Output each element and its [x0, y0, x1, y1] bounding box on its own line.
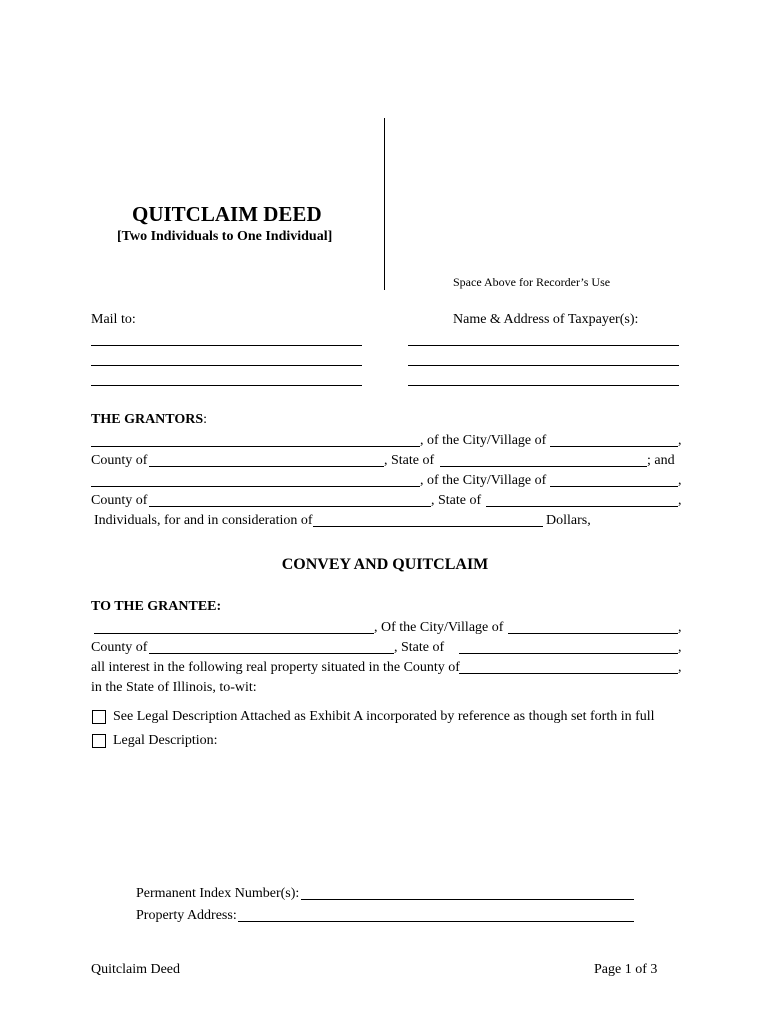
convey-heading: CONVEY AND QUITCLAIM [281, 556, 489, 573]
grantor-1-county-label: County of [91, 453, 148, 468]
grantee-county-field[interactable] [149, 653, 394, 654]
footer-page-number: Page 1 of 3 [594, 962, 658, 977]
grantor-1-comma: , [678, 433, 682, 448]
exhibit-a-label: See Legal Description Attached as Exhibit A incorporated by reference as though set forth in full [113, 709, 655, 724]
grantor-2-state-label: , State of [431, 493, 482, 508]
pin-field[interactable] [301, 899, 634, 900]
document-title: QUITCLAIM DEED [132, 202, 322, 226]
grantor-1-name-field[interactable] [91, 446, 420, 447]
exhibit-a-checkbox[interactable] [92, 710, 106, 724]
taxpayer-line-3[interactable] [408, 385, 679, 386]
grantor-1-county-field[interactable] [149, 466, 384, 467]
grantor-2-city-field[interactable] [550, 486, 678, 487]
interest-text: all interest in the following real property situated in the County of [91, 660, 460, 675]
grantee-state-field[interactable] [459, 653, 678, 654]
grantee-city-label: , Of the City/Village of [374, 620, 504, 635]
dollars-label: Dollars, [546, 513, 591, 528]
grantor-2-comma: , [678, 473, 682, 488]
taxpayer-label: Name & Address of Taxpayer(s): [453, 312, 639, 327]
taxpayer-line-1[interactable] [408, 345, 679, 346]
grantors-heading-wrap [91, 412, 207, 428]
grantee-city-field[interactable] [508, 633, 678, 634]
state-of-illinois-text: in the State of Illinois, to-wit: [91, 680, 257, 695]
grantor-2-state-field[interactable] [486, 506, 678, 507]
property-address-field[interactable] [238, 921, 634, 922]
grantor-1-city-label: , of the City/Village of [420, 433, 547, 448]
grantor-2-county-field[interactable] [149, 506, 431, 507]
grantor-1-state-label: , State of [384, 453, 435, 468]
grantors-colon: : [203, 412, 208, 427]
legal-description-checkbox[interactable] [92, 734, 106, 748]
mail-to-label: Mail to: [91, 312, 136, 327]
grantee-comma-3: , [678, 660, 682, 675]
document-subtitle: [Two Individuals to One Individual] [117, 229, 333, 244]
grantee-county-label: County of [91, 640, 148, 655]
grantee-state-label: , State of [394, 640, 445, 655]
grantee-heading: TO THE GRANTEE: [91, 599, 222, 614]
consideration-label: Individuals, for and in consideration of [94, 513, 313, 528]
consideration-amount-field[interactable] [313, 526, 543, 527]
grantee-name-field[interactable] [94, 633, 374, 634]
grantee-comma-1: , [678, 620, 682, 635]
mail-to-line-3[interactable] [91, 385, 362, 386]
grantor-2-city-label: , of the City/Village of [420, 473, 547, 488]
mail-to-line-2[interactable] [91, 365, 362, 366]
mail-to-line-1[interactable] [91, 345, 362, 346]
legal-description-label: Legal Description: [113, 733, 218, 748]
grantors-heading: THE GRANTORS [91, 412, 204, 427]
grantor-1-state-field[interactable] [440, 466, 647, 467]
footer-document-name: Quitclaim Deed [91, 962, 181, 977]
grantor-2-comma-end: , [678, 493, 682, 508]
property-address-label: Property Address: [136, 908, 237, 923]
grantee-comma-2: , [678, 640, 682, 655]
grantor-1-city-field[interactable] [550, 446, 678, 447]
taxpayer-line-2[interactable] [408, 365, 679, 366]
grantors-and-text: ; and [647, 453, 675, 468]
grantor-2-name-field[interactable] [91, 486, 420, 487]
property-county-field[interactable] [459, 673, 678, 674]
recorder-note: Space Above for Recorder’s Use [453, 275, 611, 289]
grantor-2-county-label: County of [91, 493, 148, 508]
pin-label: Permanent Index Number(s): [136, 886, 300, 901]
